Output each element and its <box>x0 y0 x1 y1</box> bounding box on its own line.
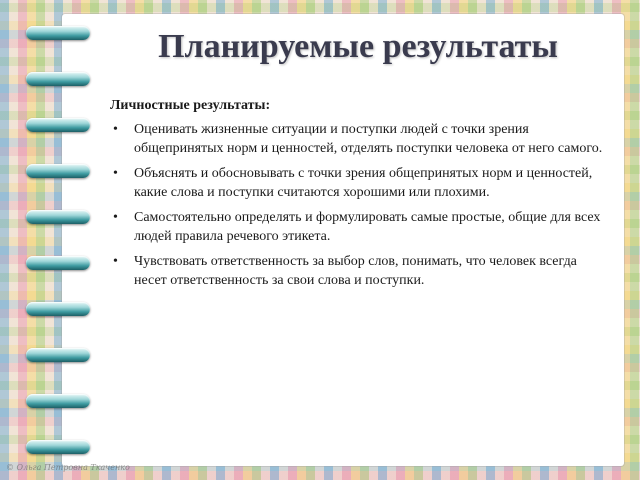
binder-ring <box>26 210 90 224</box>
bullet-item <box>110 208 604 246</box>
bullet-list <box>110 120 604 296</box>
binder-ring <box>26 348 90 362</box>
binder-ring <box>26 440 90 454</box>
bullet-marker: • <box>113 254 118 269</box>
binder-ring <box>26 118 90 132</box>
bullet-text: Самостоятельно определять и формулировать самые простые, общие для всех людей правила речевого этикета. <box>134 210 601 244</box>
binder-ring <box>26 394 90 408</box>
bullet-item <box>110 164 604 202</box>
binder-ring <box>26 72 90 86</box>
section-heading: Личностные результаты: <box>110 98 271 113</box>
bullet-marker: • <box>113 166 118 181</box>
binder-ring <box>26 164 90 178</box>
bullet-marker: • <box>113 210 118 225</box>
watermark: © Ольга Петровна Ткаченко <box>6 463 130 472</box>
bullet-item <box>110 252 604 290</box>
binder-ring <box>26 26 90 40</box>
bullet-marker: • <box>113 122 118 137</box>
bullet-text: Объяснять и обосновывать с точки зрения общепринятых норм и ценностей, какие слова и поступки считаются хорошими или плохими. <box>134 166 593 200</box>
bullet-text: Оценивать жизненные ситуации и поступки людей с точки зрения общепринятых норм и ценностей, отделять поступки человека от него самого. <box>134 122 603 156</box>
binder-ring <box>26 302 90 316</box>
bullet-text: Чувствовать ответственность за выбор слов, понимать, что человек всегда несет ответственность за свои слова и поступки. <box>134 254 577 288</box>
bullet-item <box>110 120 604 158</box>
binder-ring <box>26 256 90 270</box>
slide-title: Планируемые результаты <box>158 28 558 65</box>
